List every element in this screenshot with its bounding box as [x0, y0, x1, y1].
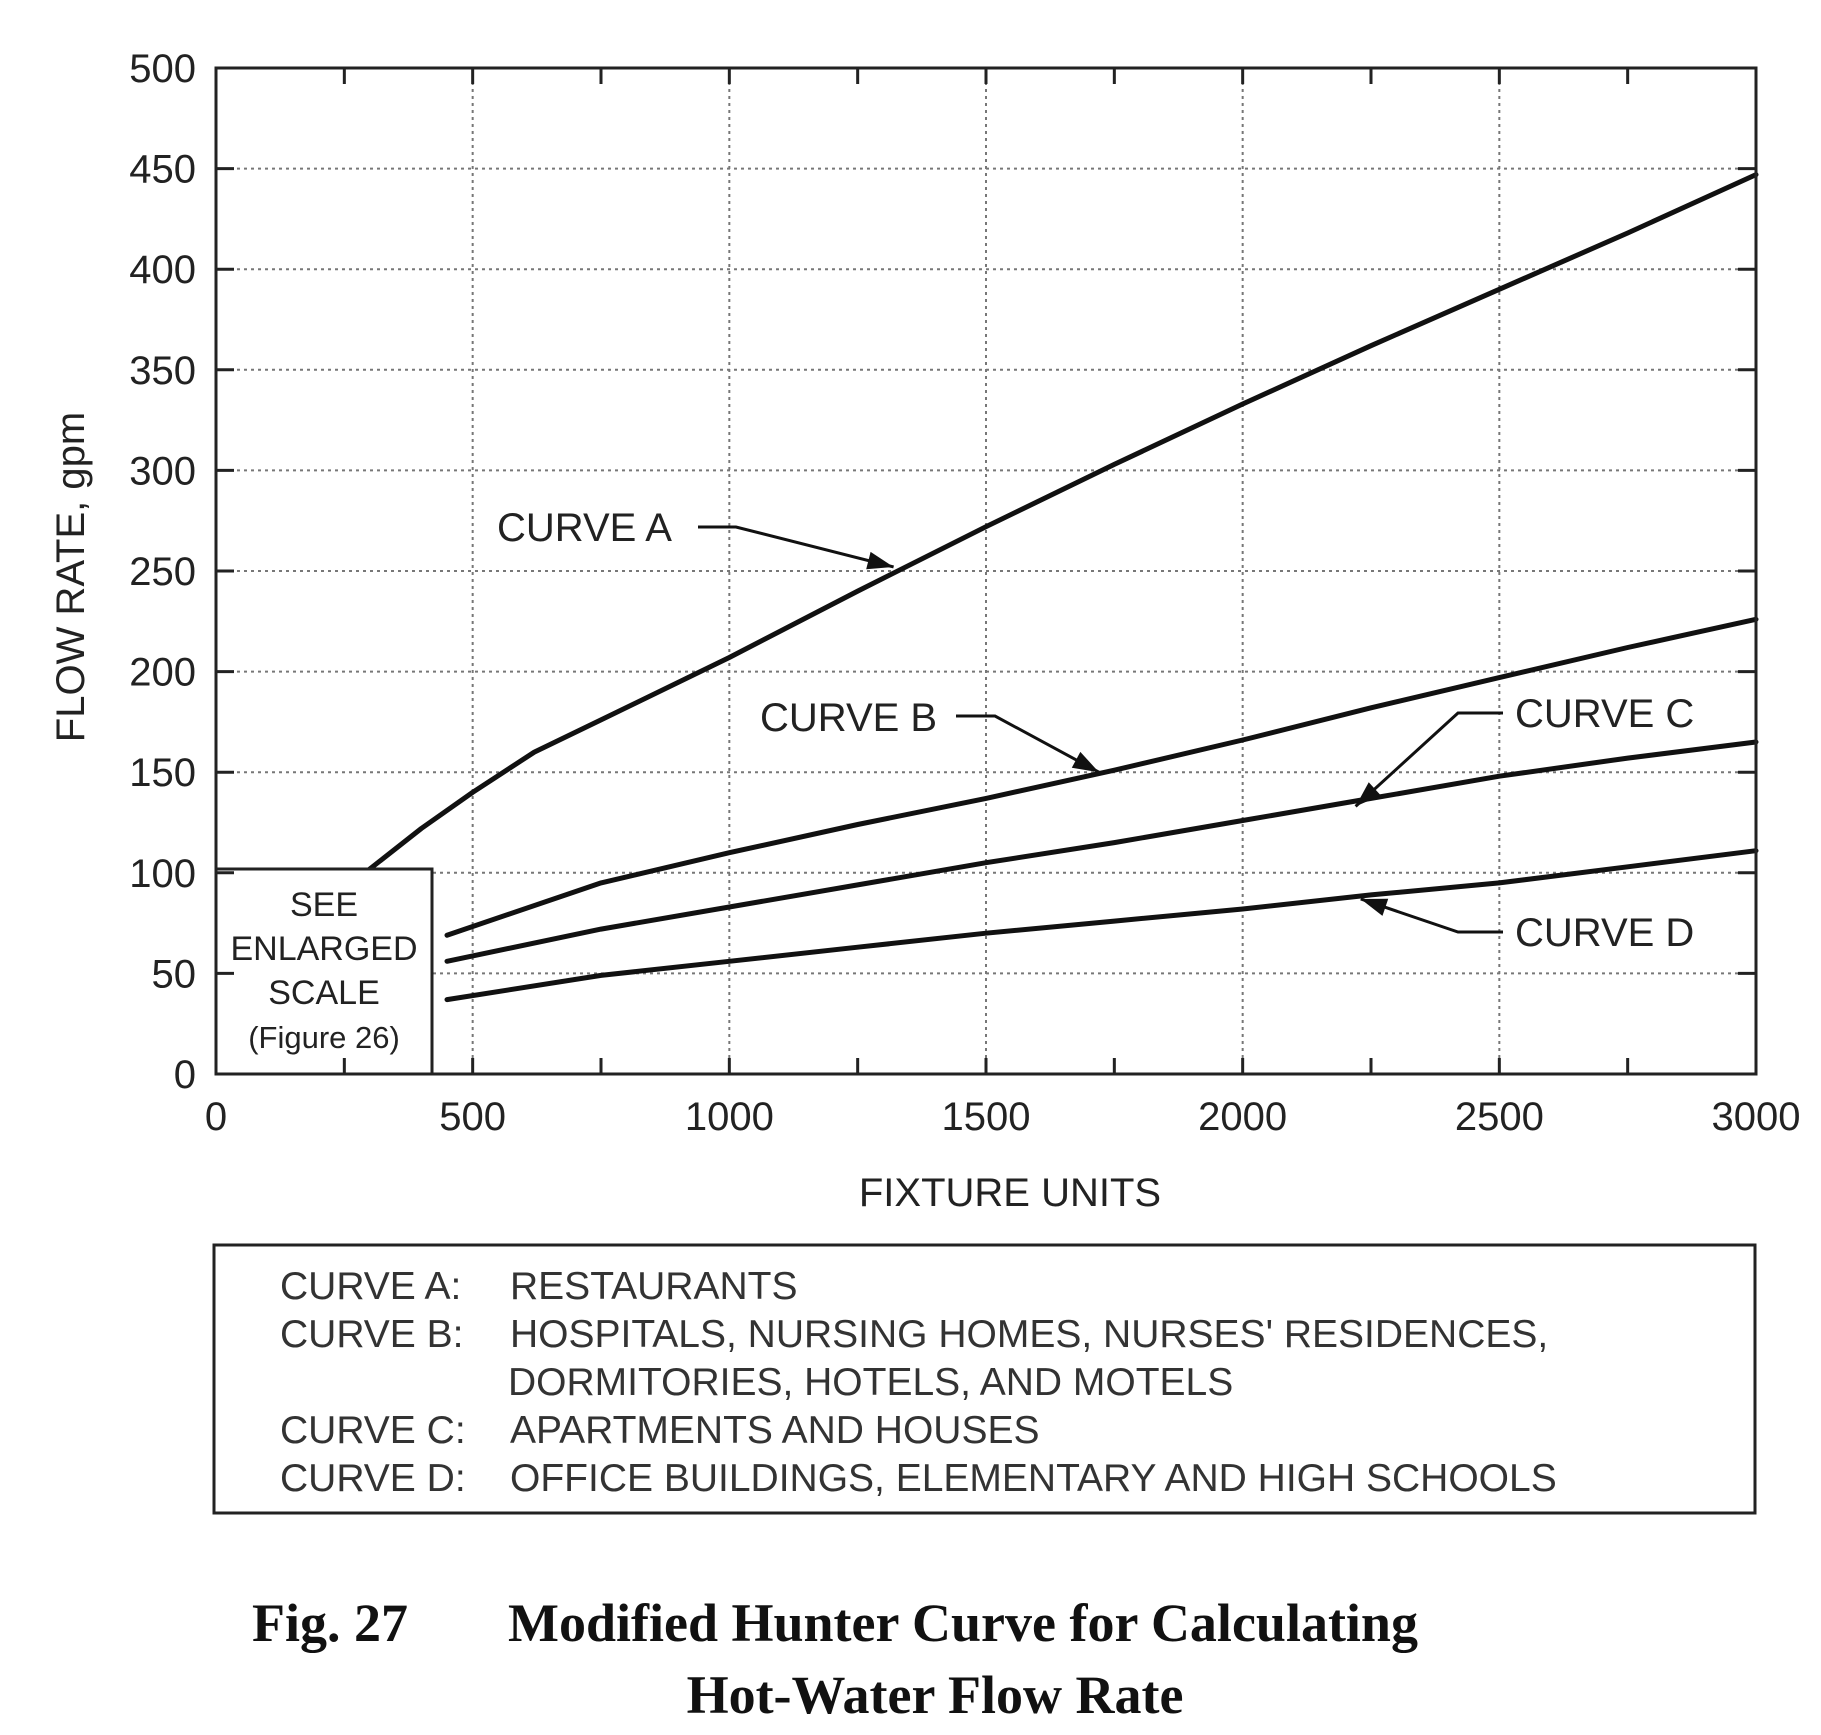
curve-b-label: CURVE B [760, 696, 938, 740]
curve-c-label: CURVE C [1515, 692, 1695, 736]
inset-line-1: SEE [289, 886, 359, 924]
x-tick-label: 2500 [1454, 1095, 1544, 1139]
legend-key-b: CURVE B: [280, 1313, 464, 1356]
legend-key-c: CURVE C: [280, 1409, 466, 1452]
series-lines [365, 175, 1756, 1000]
y-tick-label: 450 [129, 147, 196, 192]
legend-desc-c: APARTMENTS AND HOUSES [510, 1409, 1040, 1452]
enlarged-scale-note [216, 869, 432, 1074]
curve-a-label: CURVE A [497, 506, 672, 550]
legend-key-a: CURVE A: [280, 1265, 462, 1308]
y-tick-label: 100 [129, 851, 196, 896]
legend-desc-b-line1: HOSPITALS, NURSING HOMES, NURSES' RESIDENCES, [510, 1313, 1549, 1356]
y-tick-label: 300 [129, 449, 196, 494]
y-tick-label: 250 [129, 550, 196, 594]
legend-desc-d: OFFICE BUILDINGS, ELEMENTARY AND HIGH SCHOOLS [510, 1457, 1557, 1500]
x-axis-title: FIXTURE UNITS [858, 1171, 1162, 1215]
y-tick-label: 0 [173, 1053, 196, 1097]
x-tick-label: 1500 [941, 1095, 1031, 1139]
y-tick-label: 200 [129, 650, 196, 695]
legend-desc-a: RESTAURANTS [510, 1265, 798, 1308]
y-tick-label: 500 [129, 47, 196, 91]
figure-caption-line1: Modified Hunter Curve for Calculating [508, 1593, 1418, 1653]
figure-caption-line2: Hot-Water Flow Rate [686, 1665, 1184, 1725]
curve-a-arrowhead [866, 552, 893, 569]
figure-number: Fig. 27 [252, 1593, 408, 1653]
y-tick-label: 50 [151, 952, 196, 997]
curve-d-arrowhead [1361, 899, 1389, 916]
legend-key-d: CURVE D: [280, 1457, 466, 1500]
inset-line-4: (Figure 26) [248, 1020, 400, 1055]
legend-desc-b-line2: DORMITORIES, HOTELS, AND MOTELS [508, 1361, 1234, 1404]
curve-b-arrowhead [1072, 752, 1099, 772]
y-axis-title: FLOW RATE, gpm [49, 411, 93, 743]
x-tick-label: 2000 [1198, 1095, 1288, 1139]
x-tick-label: 3000 [1711, 1095, 1801, 1139]
x-tick-label: 500 [439, 1095, 507, 1139]
legend-box [214, 1245, 1755, 1513]
y-tick-label: 350 [129, 348, 196, 393]
curve-callouts [497, 506, 1694, 955]
inset-line-2: ENLARGED [230, 930, 418, 968]
x-tick-label: 0 [204, 1095, 228, 1139]
curve-d-label: CURVE D [1515, 911, 1695, 955]
inset-line-3: SCALE [268, 974, 380, 1012]
y-tick-label: 150 [129, 751, 196, 796]
x-tick-label: 1000 [684, 1095, 774, 1139]
series-line-curve-b [447, 619, 1756, 935]
curve-a-leader-line [698, 527, 894, 567]
y-tick-label: 400 [129, 248, 196, 293]
